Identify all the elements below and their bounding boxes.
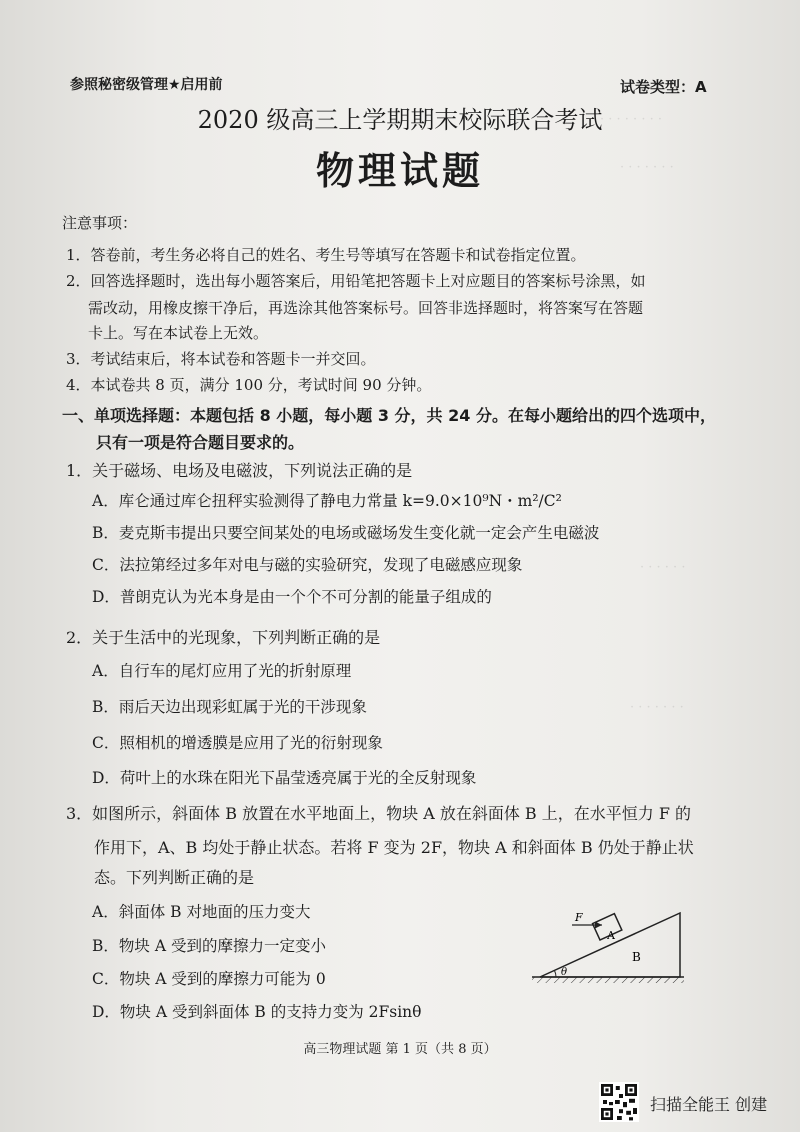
subject-title: 物理试题 — [315, 148, 484, 193]
question-1-stem: 1．关于磁场、电场及电磁波，下列说法正确的是 — [66, 461, 413, 480]
question-2-option-b: B．雨后天边出现彩虹属于光的干涉现象 — [92, 698, 367, 716]
show-through-text: · · · · · · — [640, 560, 686, 575]
question-1-option-c: C．法拉第经过多年对电与磁的实验研究，发现了电磁感应现象 — [92, 556, 523, 574]
block-a-label: A — [607, 929, 615, 942]
question-3-stem: 3．如图所示，斜面体 B 放置在水平地面上，物块 A 放在斜面体 B 上，在水平恒力 F 的 — [66, 804, 692, 823]
note-line: 3．考试结束后，将本试卷和答题卡一并交回。 — [66, 350, 376, 368]
show-through-text: · · · · · · · — [620, 160, 674, 175]
note-line: 需改动，用橡皮擦干净后，再选涂其他答案标号。回答非选择题时，将答案写在答题 — [88, 299, 644, 317]
question-2-option-a: A．自行车的尾灯应用了光的折射原理 — [92, 662, 352, 680]
show-through-text: · · · · · · · — [630, 700, 684, 715]
section-heading: 一、单项选择题：本题包括 8 小题，每小题 3 分，共 24 分。在每小题给出的四个选项中， — [62, 406, 716, 425]
question-1-option-b: B．麦克斯韦提出只要空间某处的电场或磁场发生变化就一定会产生电磁波 — [92, 524, 600, 542]
exam-title: 2020 级高三上学期期末校际联合考试 — [197, 106, 603, 134]
note-line: 2．回答选择题时，选出每小题答案后，用铅笔把答题卡上对应题目的答案标号涂黑，如 — [66, 272, 646, 290]
force-arrowhead — [595, 922, 602, 929]
note-line: 卡上。写在本试卷上无效。 — [88, 324, 269, 342]
note-line: 4．本试卷共 8 页，满分 100 分，考试时间 90 分钟。 — [66, 376, 432, 394]
question-2-option-d: D．荷叶上的水珠在阳光下晶莹透亮属于光的全反射现象 — [92, 769, 477, 787]
show-through-text: · · · · · · · · — [600, 112, 662, 127]
question-1-option-d: D．普朗克认为光本身是由一个个不可分割的能量子组成的 — [92, 588, 492, 606]
confidentiality-header: 参照秘密级管理★启用前 — [70, 77, 223, 93]
scanner-watermark: 扫描全能王 创建 — [650, 1095, 768, 1114]
question-3-option-b: B．物块 A 受到的摩擦力一定变小 — [92, 937, 326, 955]
question-3-option-d: D．物块 A 受到斜面体 B 的支持力变为 2Fsinθ — [92, 1003, 422, 1021]
ground-hatch — [532, 977, 684, 983]
section-heading-cont: 只有一项是符合题目要求的。 — [96, 433, 305, 452]
block-b-label: B — [632, 950, 641, 964]
angle-arc — [555, 971, 557, 978]
paper-type-label: 试卷类型：A — [620, 78, 707, 96]
angle-label: θ — [561, 967, 568, 978]
question-3-option-a: A．斜面体 B 对地面的压力变大 — [92, 903, 311, 921]
question-2-option-c: C．照相机的增透膜是应用了光的衍射现象 — [92, 734, 383, 752]
question-3-stem-cont: 态。下列判断正确的是 — [94, 868, 255, 887]
question-3-stem-cont: 作用下，A、B 均处于静止状态。若将 F 变为 2F，物块 A 和斜面体 B 仍处于静止状 — [94, 838, 694, 857]
qr-code-icon — [599, 1082, 639, 1122]
notes-heading: 注意事项： — [62, 214, 138, 232]
incline-figure — [530, 905, 690, 985]
force-label: F — [575, 911, 583, 924]
page-footer: 高三物理试题 第 1 页（共 8 页） — [303, 1042, 497, 1057]
question-2-stem: 2．关于生活中的光现象，下列判断正确的是 — [66, 628, 381, 647]
question-1-option-a: A．库仑通过库仑扭秤实验测得了静电力常量 k=9.0×10⁹N・m²/C² — [92, 492, 562, 510]
question-3-option-c: C．物块 A 受到的摩擦力可能为 0 — [92, 970, 326, 988]
note-line: 1．答卷前，考生务必将自己的姓名、考生号等填写在答题卡和试卷指定位置。 — [66, 246, 586, 264]
